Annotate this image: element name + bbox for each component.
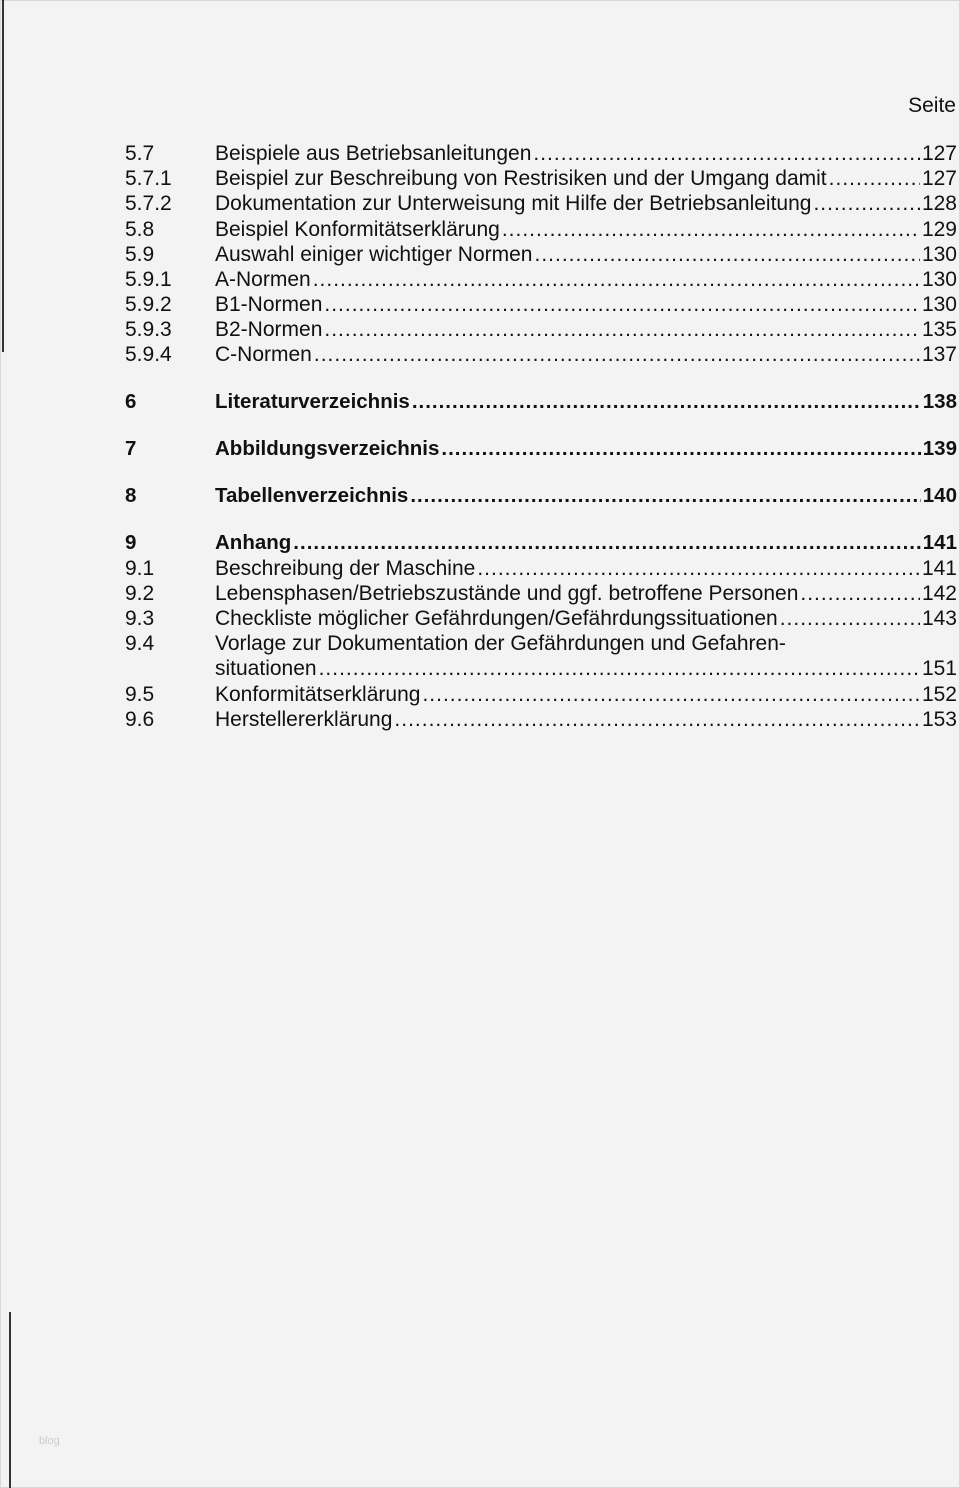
toc-entry-page: 138 [922, 390, 957, 414]
toc-entry-title: Literaturverzeichnis [215, 390, 410, 414]
toc-entry[interactable] [125, 606, 957, 631]
toc-entry-page: 153 [921, 707, 957, 731]
toc-entry-continuation[interactable] [125, 656, 957, 681]
toc-leader-dots [502, 217, 920, 242]
toc-entry[interactable] [125, 483, 957, 508]
toc-entry[interactable] [125, 530, 957, 555]
toc-leader-dots [313, 267, 920, 292]
toc-entry-title: Herstellererklärung [215, 707, 393, 731]
toc-entry-title: A-Normen [215, 267, 311, 291]
toc-entry-number: 5.8 [125, 217, 155, 241]
toc-entry[interactable] [125, 166, 957, 191]
toc-entry-title: Beispiel Konformitätserklärung [215, 217, 500, 241]
toc-entry[interactable] [125, 191, 957, 216]
toc-entry-number: 9.2 [125, 581, 155, 605]
toc-leader-dots [412, 389, 921, 414]
toc-entry[interactable] [125, 343, 957, 368]
toc-entry-page: 127 [921, 167, 957, 191]
toc-entry-page: 140 [922, 484, 957, 508]
toc-entry[interactable] [125, 631, 957, 656]
toc-entry-number: 5.7.1 [125, 167, 172, 191]
toc-entry-page: 139 [922, 437, 957, 461]
toc-entry-title-continued: situationen [215, 657, 317, 681]
toc-leader-dots [293, 530, 920, 555]
toc-leader-dots [394, 707, 920, 732]
toc-entry-page: 141 [921, 556, 957, 580]
toc-entry-page: 129 [921, 217, 957, 241]
toc-entry[interactable] [125, 317, 957, 342]
toc-entry-page: 142 [921, 581, 957, 605]
toc-entry-title: Vorlage zur Dokumentation der Gefährdungen und Gefahren- [215, 632, 786, 656]
toc-entry-page: 141 [922, 531, 957, 555]
toc-entry-number: 9.4 [125, 632, 155, 656]
toc-entry[interactable] [125, 267, 957, 292]
toc-entry-title: B1-Normen [215, 293, 323, 317]
toc-entry[interactable] [125, 556, 957, 581]
toc-leader-dots [319, 656, 920, 681]
toc-entry-number: 8 [125, 484, 137, 508]
toc-leader-dots [829, 166, 920, 191]
toc-entry-title: C-Normen [215, 343, 312, 367]
toc-entry-title: Abbildungsverzeichnis [215, 437, 440, 461]
toc-entry-number: 5.7 [125, 141, 155, 165]
toc-entry-number: 5.9 [125, 242, 155, 266]
toc-entry[interactable] [125, 141, 957, 166]
page-column-header: Seite [908, 94, 956, 117]
toc-entry-number: 7 [125, 437, 137, 461]
scan-edge-line [2, 0, 4, 352]
toc-entry-number: 9.1 [125, 556, 155, 580]
toc-entry-number: 5.9.1 [125, 267, 172, 291]
toc-leader-dots [800, 581, 920, 606]
toc-entry-title: B2-Normen [215, 318, 323, 342]
toc-entry-title: Anhang [215, 531, 292, 555]
toc-entry-page: 135 [921, 318, 957, 342]
toc-entry[interactable] [125, 217, 957, 242]
toc-entry[interactable] [125, 707, 957, 732]
toc-leader-dots [422, 682, 920, 707]
toc-entry-number: 5.7.2 [125, 192, 172, 216]
toc-entry-title: Lebensphasen/Betriebszustände und ggf. betroffene Personen [215, 581, 799, 605]
toc-entry-title: Checkliste möglicher Gefährdungen/Gefährdungssituationen [215, 606, 778, 630]
toc-leader-dots [533, 141, 920, 166]
toc-leader-dots [410, 483, 920, 508]
toc-entry-page: 137 [921, 343, 957, 367]
toc-leader-dots [324, 292, 920, 317]
toc-entry[interactable] [125, 581, 957, 606]
toc-entry-page: 130 [921, 293, 957, 317]
toc-entry-page: 152 [921, 682, 957, 706]
toc-entry-number: 9.3 [125, 606, 155, 630]
toc-leader-dots [314, 342, 920, 367]
scan-edge-line [9, 1312, 11, 1488]
toc-entry-page: 127 [921, 141, 957, 165]
toc-entry[interactable] [125, 242, 957, 267]
toc-entry-title: Dokumentation zur Unterweisung mit Hilfe der Betriebsanleitung [215, 192, 812, 216]
toc-entry[interactable] [125, 389, 957, 414]
toc-entry[interactable] [125, 436, 957, 461]
toc-entry[interactable] [125, 292, 957, 317]
toc-entry-number: 6 [125, 390, 137, 414]
toc-entry-page: 143 [921, 606, 957, 630]
toc-entry[interactable] [125, 682, 957, 707]
watermark: blog [39, 1435, 60, 1447]
toc-entry-page: 151 [921, 657, 957, 681]
toc-entry-number: 5.9.2 [125, 293, 172, 317]
toc-leader-dots [813, 191, 919, 216]
toc-leader-dots [477, 556, 920, 581]
toc-leader-dots [324, 317, 920, 342]
toc-entry-title: Tabellenverzeichnis [215, 484, 409, 508]
toc-leader-dots [534, 242, 919, 267]
toc-leader-dots [780, 606, 920, 631]
toc-entry-number: 9.5 [125, 682, 155, 706]
toc-entry-number: 9 [125, 531, 137, 555]
table-of-contents [125, 141, 957, 732]
toc-entry-page: 130 [921, 242, 957, 266]
toc-leader-dots [441, 436, 920, 461]
toc-entry-title: Beschreibung der Maschine [215, 556, 476, 580]
toc-entry-title: Beispiel zur Beschreibung von Restrisiken und der Umgang damit [215, 167, 827, 191]
toc-entry-title: Konformitätserklärung [215, 682, 421, 706]
toc-entry-number: 5.9.4 [125, 343, 172, 367]
toc-entry-title: Beispiele aus Betriebsanleitungen [215, 141, 532, 165]
toc-entry-page: 130 [921, 267, 957, 291]
toc-entry-number: 9.6 [125, 707, 155, 731]
toc-entry-title: Auswahl einiger wichtiger Normen [215, 242, 533, 266]
toc-entry-number: 5.9.3 [125, 318, 172, 342]
toc-entry-page: 128 [921, 192, 957, 216]
